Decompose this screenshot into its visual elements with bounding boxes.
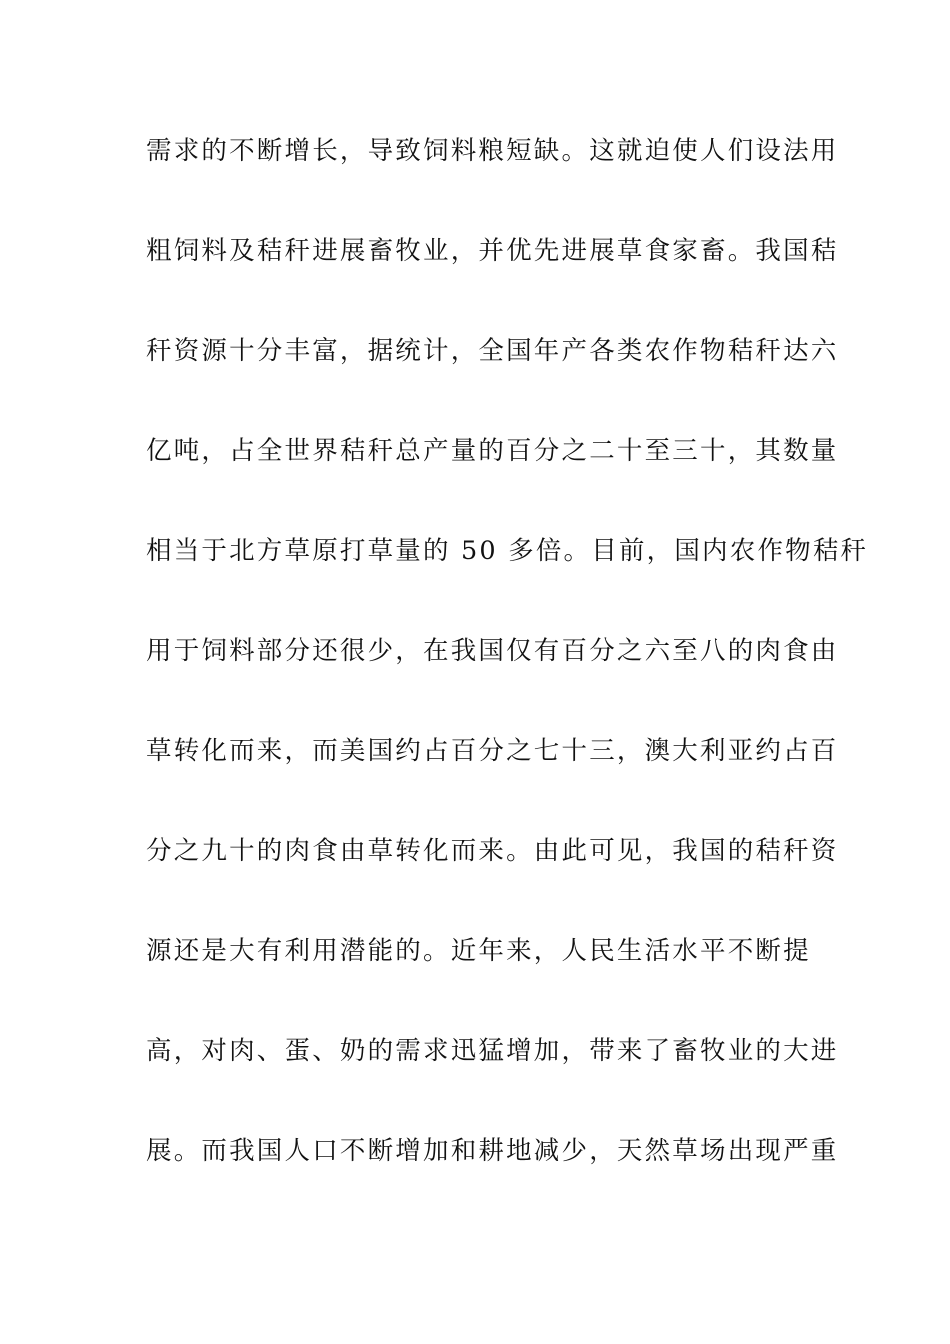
text-line: 秆资源十分丰富，据统计，全国年产各类农作物秸秆达六 bbox=[146, 336, 839, 366]
text-line: 源还是大有利用潜能的。近年来，人民生活水平不断提 bbox=[146, 936, 811, 966]
text-line: 草转化而来，而美国约占百分之七十三，澳大利亚约占百 bbox=[146, 736, 839, 766]
text-line: 高，对肉、蛋、奶的需求迅猛增加，带来了畜牧业的大进 bbox=[146, 1036, 839, 1066]
text-line: 亿吨，占全世界秸秆总产量的百分之二十至三十，其数量 bbox=[146, 436, 839, 466]
text-line: 展。而我国人口不断增加和耕地减少，天然草场出现严重 bbox=[146, 1136, 839, 1166]
text-line: 需求的不断增长，导致饲料粮短缺。这就迫使人们设法用 bbox=[146, 136, 839, 166]
text-line: 用于饲料部分还很少，在我国仅有百分之六至八的肉食由 bbox=[146, 636, 839, 666]
text-line: 粗饲料及秸秆进展畜牧业，并优先进展草食家畜。我国秸 bbox=[146, 236, 839, 266]
text-line: 分之九十的肉食由草转化而来。由此可见，我国的秸秆资 bbox=[146, 836, 839, 866]
body-text bbox=[146, 128, 869, 1228]
text-line: 相当于北方草原打草量的 50 多倍。目前，国内农作物秸秆 bbox=[146, 536, 869, 566]
